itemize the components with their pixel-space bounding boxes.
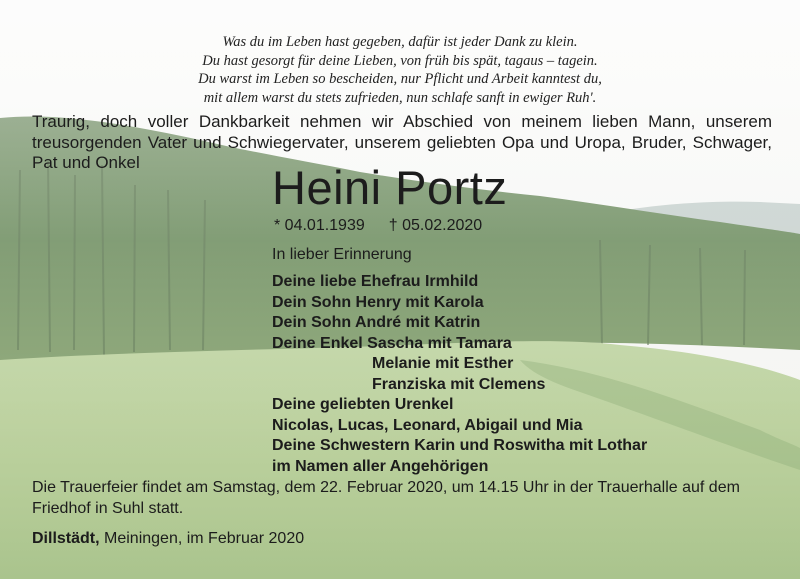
place-town: Dillstädt,: [32, 530, 100, 547]
death-date: † 05.02.2020: [388, 217, 483, 234]
mourner-line: Dein Sohn André mit Katrin: [272, 314, 481, 331]
poem: [0, 33, 800, 107]
poem-line: Du hast gesorgt für deine Lieben, von früh bis spät, tagaus – tagein.: [202, 52, 598, 69]
mourners-list: [272, 272, 647, 477]
mourner-line: Deine liebe Ehefrau Irmhild: [272, 273, 479, 290]
intro-text: Traurig, doch voller Dankbarkeit nehmen wir Abschied von meinem lieben Mann, unserem treusorgenden Vater und Schwiegervater, unserem geliebten Opa und Uropa, Bruder, Schwager, Pat und Onkel: [32, 112, 772, 172]
birth-date: * 04.01.1939: [274, 217, 365, 234]
mourner-line: Deine geliebten Urenkel: [272, 396, 454, 413]
mourner-line: Deine Enkel Sascha mit Tamara: [272, 334, 512, 352]
mourner-line: Deine Schwestern Karin und Roswitha mit Lothar: [272, 437, 648, 454]
poem-line: mit allem warst du stets zufrieden, nun schlafe sanft in ewiger Ruh'.: [203, 89, 597, 106]
ceremony-info: Die Trauerfeier findet am Samstag, dem 22. Februar 2020, um 14.15 Uhr in der Trauerhalle auf dem Friedhof in Suhl statt.: [32, 479, 740, 517]
poem-line: Du warst im Leben so bescheiden, nur Pflicht und Arbeit kanntest du,: [198, 71, 602, 87]
poem-line: Was du im Leben hast gegeben, dafür ist jeder Dank zu klein.: [222, 34, 578, 50]
mourner-line: Melanie mit Esther: [372, 355, 514, 372]
place-rest: Meiningen, im Februar 2020: [99, 530, 305, 547]
mourner-line: Franziska mit Clemens: [372, 375, 546, 393]
deceased-name: Heini Portz: [272, 161, 508, 214]
mourner-line: Nicolas, Lucas, Leonard, Abigail und Mia: [272, 416, 583, 434]
in-memory-label: In lieber Erinnerung: [272, 246, 412, 263]
place-and-date: [32, 528, 304, 549]
mourner-line: im Namen aller Angehörigen: [272, 457, 489, 475]
mourner-line: Dein Sohn Henry mit Karola: [272, 293, 484, 311]
life-dates: [274, 216, 482, 236]
